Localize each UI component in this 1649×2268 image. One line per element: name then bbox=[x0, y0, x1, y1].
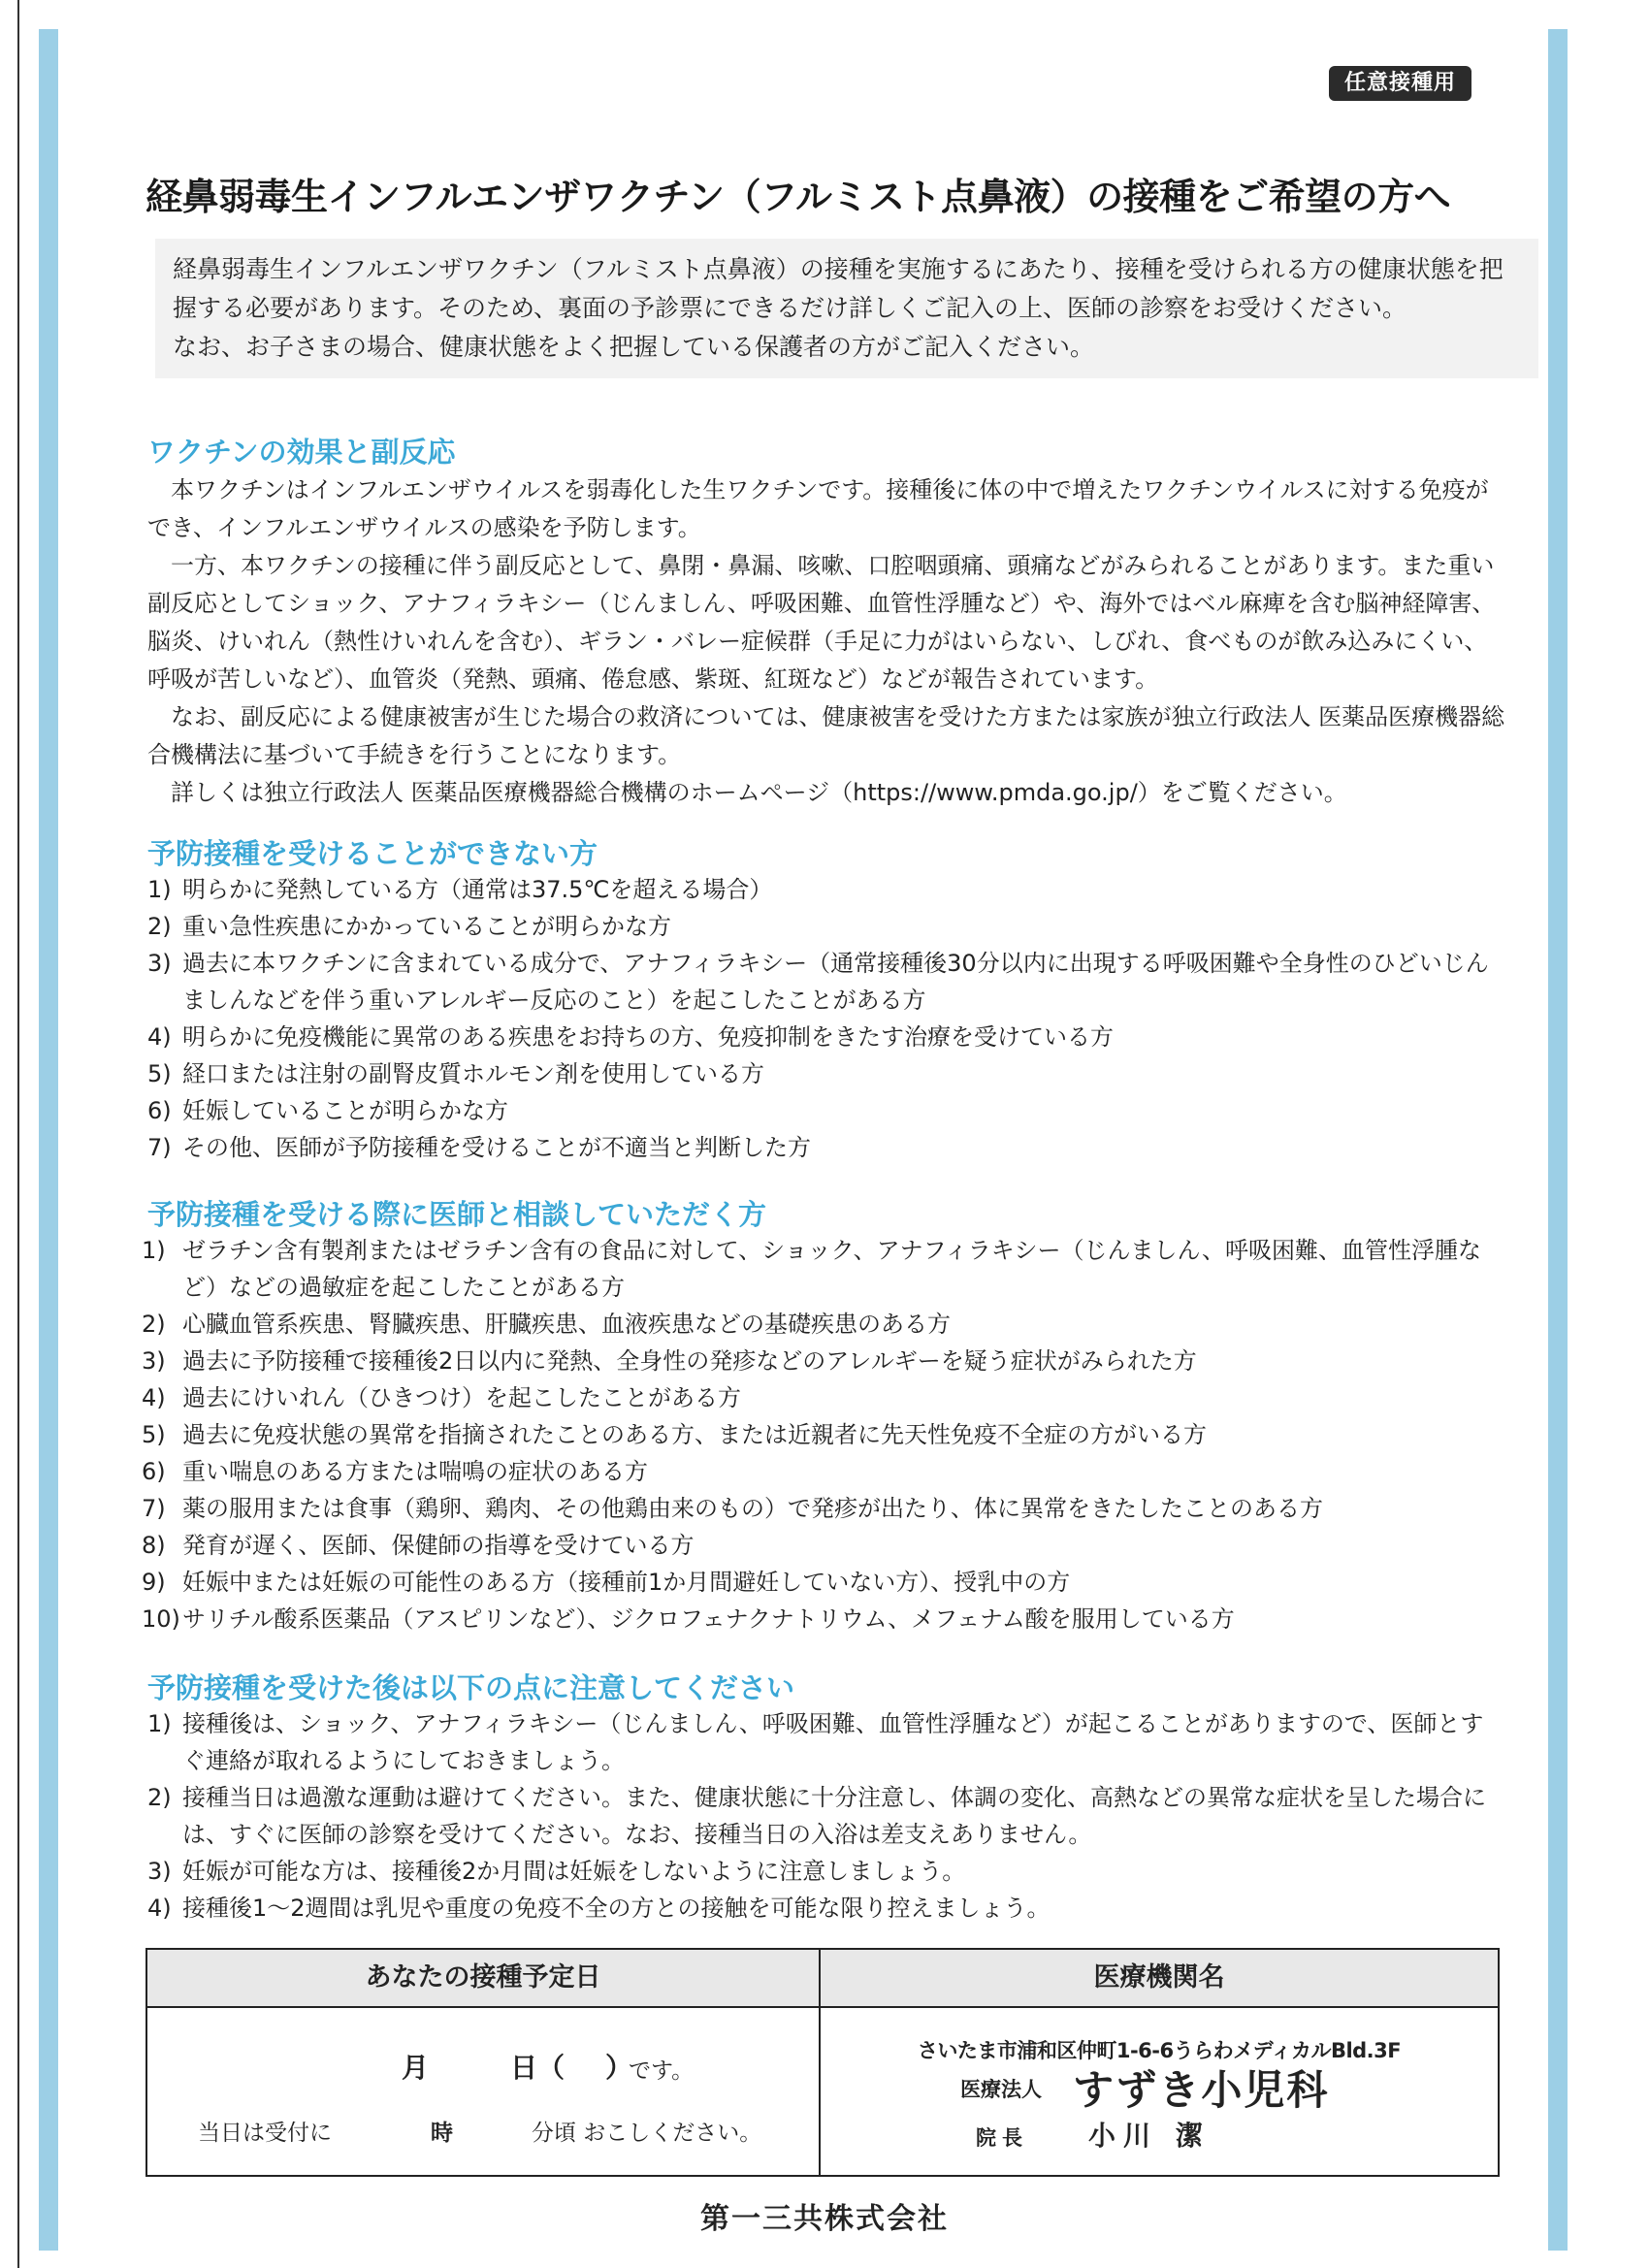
cannot-list bbox=[147, 871, 1505, 1166]
item-number: 9) bbox=[142, 1569, 166, 1596]
weekday-close: ） bbox=[605, 2052, 633, 2084]
clinic-address: さいたま市浦和区仲町1-6-6うらわメディカルBld.3F bbox=[917, 2039, 1402, 2062]
effects-paragraph: 本ワクチンはインフルエンザウイルスを弱毒化した生ワクチンです。接種後に体の中で増えたワクチンウイルスに対する免疫ができ、インフルエンザウイルスの感染を予防します。 bbox=[147, 476, 1489, 541]
item-number: 8) bbox=[142, 1532, 166, 1559]
item-number: 4) bbox=[147, 1023, 172, 1051]
item-text: 過去に本ワクチンに含まれている成分で、アナフィラキシー（通常接種後30分以内に出現する呼吸困難や全身性のひどいじんましんなどを伴う重いアレルギー反応のこと）を起こしたことがある方 bbox=[182, 950, 1489, 1014]
list-item bbox=[147, 908, 1505, 945]
clinic-panel bbox=[821, 1950, 1498, 2175]
item-text: 接種後は、ショック、アナフィラキシー（じんましん、呼吸困難、血管性浮腫など）が起こることがありますので、医師とすぐ連絡が取れるようにしておきましょう。 bbox=[182, 1710, 1484, 1774]
company-name: 第一三共株式会社 bbox=[700, 2202, 949, 2236]
consult-list bbox=[142, 1232, 1505, 1637]
item-number: 4) bbox=[142, 1384, 166, 1411]
list-item bbox=[147, 945, 1505, 1019]
minute-suffix: 分頃 おこしください。 bbox=[532, 2121, 762, 2146]
appointment-box bbox=[146, 1948, 1500, 2177]
arrival-prefix: 当日は受付に bbox=[198, 2121, 332, 2146]
intro-box bbox=[155, 239, 1538, 378]
item-text: 発育が遅く、医師、保健師の指導を受けている方 bbox=[182, 1532, 695, 1559]
clinic-corporation: 医療法人 bbox=[960, 2078, 1042, 2101]
month-label: 月 bbox=[402, 2052, 430, 2084]
item-text: 心臓血管系疾患、腎臓疾患、肝臓疾患、血液疾患などの基礎疾患のある方 bbox=[182, 1311, 951, 1338]
intro-paragraph: 経鼻弱毒生インフルエンザワクチン（フルミスト点鼻液）の接種を実施するにあたり、接種を受けられる方の健康状態を把握する必要があります。そのため、裏面の予診票にできるだけ詳しくご記入の上、医師の診察をお受けください。 bbox=[173, 255, 1504, 322]
desu-label: です。 bbox=[629, 2058, 695, 2084]
list-item bbox=[147, 1055, 1505, 1092]
director-title: 院長 bbox=[976, 2126, 1028, 2150]
item-number: 2) bbox=[147, 1784, 172, 1811]
left-color-stripe bbox=[39, 29, 58, 2251]
list-item bbox=[147, 1092, 1505, 1129]
item-number: 4) bbox=[147, 1895, 172, 1922]
item-text: その他、医師が予防接種を受けることが不適当と判断した方 bbox=[182, 1134, 811, 1161]
item-text: 接種当日は過激な運動は避けてください。また、健康状態に十分注意し、体調の変化、高熱などの異常な症状を呈した場合には、すぐに医師の診察を受けてください。なお、接種当日の入浴は差支えありません。 bbox=[182, 1784, 1486, 1848]
voluntary-vaccination-badge: 任意接種用 bbox=[1329, 66, 1471, 101]
list-item bbox=[142, 1527, 1505, 1564]
item-number: 5) bbox=[147, 1060, 172, 1087]
hour-label: 時 bbox=[431, 2121, 453, 2146]
intro-paragraph: なお、お子さまの場合、健康状態をよく把握している保護者の方がご記入ください。 bbox=[173, 333, 1095, 361]
effects-paragraph: 一方、本ワクチンの接種に伴う副反応として、鼻閉・鼻漏、咳嗽、口腔咽頭痛、頭痛などがみられることがあります。また重い副反応としてショック、アナフィラキシー（じんましん、呼吸困難、血管性浮腫など）や、海外ではベル麻痺を含む脳神経障害、脳炎、けいれん（熱性けいれんを含む）、ギラン・バレー症候群（手足に力がはいらない、しびれ、食べものが飲み込みにくい、呼吸が苦しいなど）、血管炎（発熱、頭痛、倦怠感、紫斑、紅斑など）などが報告されています。 bbox=[147, 552, 1496, 693]
binder-line bbox=[17, 0, 19, 2268]
item-text: 薬の服用または食事（鶏卵、鶏肉、その他鶏由来のもの）で発疹が出たり、体に異常をきたしたことのある方 bbox=[182, 1495, 1323, 1522]
item-text: ゼラチン含有製剤またはゼラチン含有の食品に対して、ショック、アナフィラキシー（じんましん、呼吸困難、血管性浮腫など）などの過敏症を起こしたことがある方 bbox=[182, 1237, 1481, 1301]
item-text: 明らかに発熱している方（通常は37.5℃を超える場合） bbox=[182, 876, 773, 903]
item-text: サリチル酸系医薬品（アスピリンなど）、ジクロフェナクナトリウム、メフェナム酸を服用している方 bbox=[182, 1605, 1235, 1633]
item-text: 明らかに免疫機能に異常のある疾患をお持ちの方、免疫抑制をきたす治療を受けている方 bbox=[182, 1023, 1114, 1051]
list-item bbox=[142, 1416, 1505, 1453]
item-text: 重い急性疾患にかかっていることが明らかな方 bbox=[182, 913, 671, 940]
list-item bbox=[142, 1490, 1505, 1527]
day-label: 日（ bbox=[510, 2052, 566, 2084]
item-number: 7) bbox=[142, 1495, 166, 1522]
item-text: 過去に予防接種で接種後2日以内に発熱、全身性の発疹などのアレルギーを疑う症状がみられた方 bbox=[182, 1347, 1197, 1375]
item-number: 3) bbox=[147, 950, 172, 977]
after-list bbox=[147, 1705, 1505, 1927]
right-color-stripe bbox=[1548, 29, 1568, 2251]
item-number: 3) bbox=[147, 1858, 172, 1885]
list-item bbox=[147, 1853, 1505, 1890]
effects-paragraph: なお、副反応による健康被害が生じた場合の救済については、健康被害を受けた方または家族が独立行政法人 医薬品医療機器総合機構法に基づいて手続きを行うことになります。 bbox=[147, 703, 1505, 768]
section-heading-after: 予防接種を受けた後は以下の点に注意してください bbox=[147, 1671, 795, 1704]
item-number: 2) bbox=[147, 913, 172, 940]
item-number: 1) bbox=[147, 1710, 172, 1737]
item-text: 接種後1〜2週間は乳児や重度の免疫不全の方との接触を可能な限り控えましょう。 bbox=[182, 1895, 1051, 1922]
clinic-header: 医療機関名 bbox=[821, 1950, 1498, 2008]
item-text: 妊娠が可能な方は、接種後2か月間は妊娠をしないように注意しましょう。 bbox=[182, 1858, 966, 1885]
list-item bbox=[142, 1343, 1505, 1379]
list-item bbox=[142, 1453, 1505, 1490]
section-heading-cannot: 予防接種を受けることができない方 bbox=[147, 837, 598, 870]
list-item bbox=[142, 1601, 1505, 1637]
item-number: 2) bbox=[142, 1311, 166, 1338]
list-item bbox=[142, 1379, 1505, 1416]
director-name: 小川 潔 bbox=[1088, 2120, 1211, 2152]
section-heading-consult: 予防接種を受ける際に医師と相談していただく方 bbox=[147, 1198, 767, 1231]
appointment-date-panel bbox=[147, 1950, 821, 2175]
list-item bbox=[147, 1019, 1505, 1055]
item-text: 経口または注射の副腎皮質ホルモン剤を使用している方 bbox=[182, 1060, 764, 1087]
effects-paragraph: 詳しくは独立行政法人 医薬品医療機器総合機構のホームページ（https://www.pmda.go.jp/）をご覧ください。 bbox=[171, 779, 1347, 806]
section-heading-effects: ワクチンの効果と副反応 bbox=[147, 436, 456, 469]
list-item bbox=[142, 1306, 1505, 1343]
item-number: 1) bbox=[147, 876, 172, 903]
item-number: 10) bbox=[142, 1605, 180, 1633]
list-item bbox=[147, 1129, 1505, 1166]
item-text: 妊娠していることが明らかな方 bbox=[182, 1097, 508, 1124]
list-item bbox=[147, 1890, 1505, 1927]
item-text: 妊娠中または妊娠の可能性のある方（接種前1か月間避妊していない方）、授乳中の方 bbox=[182, 1569, 1071, 1596]
item-number: 7) bbox=[147, 1134, 172, 1161]
list-item bbox=[142, 1564, 1505, 1601]
item-text: 過去に免疫状態の異常を指摘されたことのある方、または近親者に先天性免疫不全症の方がいる方 bbox=[182, 1421, 1207, 1448]
item-text: 重い喘息のある方または喘鳴の症状のある方 bbox=[182, 1458, 648, 1485]
item-number: 5) bbox=[142, 1421, 166, 1448]
page-title: 経鼻弱毒生インフルエンザワクチン（フルミスト点鼻液）の接種をご希望の方へ bbox=[146, 176, 1451, 218]
list-item bbox=[147, 1705, 1505, 1779]
appointment-date-header: あなたの接種予定日 bbox=[147, 1950, 819, 2008]
list-item bbox=[147, 871, 1505, 908]
list-item bbox=[147, 1779, 1505, 1853]
item-number: 6) bbox=[147, 1097, 172, 1124]
effects-body bbox=[147, 471, 1505, 812]
item-number: 1) bbox=[142, 1237, 166, 1264]
item-number: 6) bbox=[142, 1458, 166, 1485]
list-item bbox=[142, 1232, 1505, 1306]
clinic-name: すずき小児科 bbox=[1073, 2066, 1330, 2114]
item-text: 過去にけいれん（ひきつけ）を起こしたことがある方 bbox=[182, 1384, 741, 1411]
item-number: 3) bbox=[142, 1347, 166, 1375]
